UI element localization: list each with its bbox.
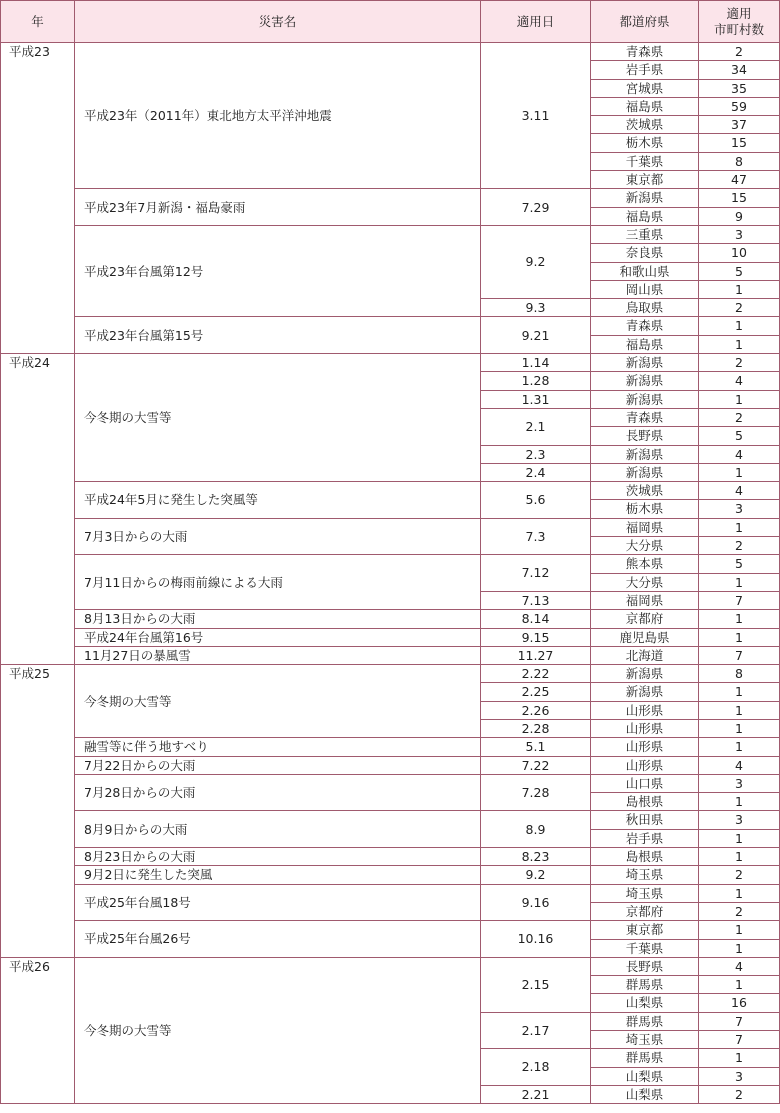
prefecture-cell: 青森県 xyxy=(591,408,699,426)
date-cell: 7.28 xyxy=(481,774,591,811)
prefecture-cell: 茨城県 xyxy=(591,482,699,500)
prefecture-cell: 千葉県 xyxy=(591,939,699,957)
prefecture-cell: 秋田県 xyxy=(591,811,699,829)
date-cell: 7.13 xyxy=(481,591,591,609)
municipality-count-cell: 2 xyxy=(699,866,780,884)
date-cell: 9.2 xyxy=(481,866,591,884)
municipality-count-cell: 1 xyxy=(699,1049,780,1067)
prefecture-cell: 群馬県 xyxy=(591,1012,699,1030)
disaster-name-cell: 今冬期の大雪等 xyxy=(75,354,481,482)
prefecture-cell: 山梨県 xyxy=(591,994,699,1012)
prefecture-cell: 福岡県 xyxy=(591,591,699,609)
prefecture-cell: 新潟県 xyxy=(591,445,699,463)
municipality-count-cell: 4 xyxy=(699,756,780,774)
prefecture-cell: 新潟県 xyxy=(591,665,699,683)
municipality-count-cell: 16 xyxy=(699,994,780,1012)
date-cell: 1.28 xyxy=(481,372,591,390)
prefecture-cell: 大分県 xyxy=(591,573,699,591)
municipality-count-cell: 2 xyxy=(699,902,780,920)
municipality-count-cell: 1 xyxy=(699,976,780,994)
prefecture-cell: 福岡県 xyxy=(591,518,699,536)
date-cell: 2.4 xyxy=(481,463,591,481)
prefecture-cell: 岩手県 xyxy=(591,829,699,847)
disaster-name-cell: 7月22日からの大雨 xyxy=(75,756,481,774)
municipality-count-cell: 1 xyxy=(699,683,780,701)
table-body xyxy=(1,43,780,1104)
date-cell: 5.6 xyxy=(481,482,591,519)
municipality-count-cell: 7 xyxy=(699,591,780,609)
date-cell: 2.28 xyxy=(481,719,591,737)
header-disaster-name: 災害名 xyxy=(75,1,481,43)
prefecture-cell: 島根県 xyxy=(591,848,699,866)
prefecture-cell: 島根県 xyxy=(591,793,699,811)
date-cell: 7.12 xyxy=(481,555,591,592)
prefecture-cell: 北海道 xyxy=(591,646,699,664)
municipality-count-cell: 35 xyxy=(699,79,780,97)
disaster-name-cell: 平成23年（2011年）東北地方太平洋沖地震 xyxy=(75,43,481,189)
disaster-name-cell: 9月2日に発生した突風 xyxy=(75,866,481,884)
date-cell: 2.1 xyxy=(481,408,591,445)
municipality-count-cell: 1 xyxy=(699,939,780,957)
date-cell: 3.11 xyxy=(481,43,591,189)
table-row xyxy=(1,665,780,683)
date-cell: 9.16 xyxy=(481,884,591,921)
prefecture-cell: 山梨県 xyxy=(591,1085,699,1103)
municipality-count-cell: 3 xyxy=(699,774,780,792)
municipality-count-cell: 1 xyxy=(699,793,780,811)
table-row xyxy=(1,43,780,61)
municipality-count-cell: 5 xyxy=(699,555,780,573)
municipality-count-cell: 1 xyxy=(699,738,780,756)
disaster-name-cell: 平成24年台風第16号 xyxy=(75,628,481,646)
date-cell: 8.9 xyxy=(481,811,591,848)
municipality-count-cell: 5 xyxy=(699,262,780,280)
prefecture-cell: 山梨県 xyxy=(591,1067,699,1085)
disaster-name-cell: 平成25年台風26号 xyxy=(75,921,481,958)
prefecture-cell: 埼玉県 xyxy=(591,866,699,884)
municipality-count-cell: 8 xyxy=(699,152,780,170)
table-row xyxy=(1,317,780,335)
prefecture-cell: 長野県 xyxy=(591,427,699,445)
disaster-name-cell: 8月23日からの大雨 xyxy=(75,848,481,866)
prefecture-cell: 千葉県 xyxy=(591,152,699,170)
year-cell: 平成24 xyxy=(1,354,75,665)
prefecture-cell: 鳥取県 xyxy=(591,299,699,317)
date-cell: 11.27 xyxy=(481,646,591,664)
municipality-count-cell: 2 xyxy=(699,537,780,555)
municipality-count-cell: 3 xyxy=(699,500,780,518)
prefecture-cell: 新潟県 xyxy=(591,354,699,372)
disaster-name-cell: 平成23年7月新潟・福島豪雨 xyxy=(75,189,481,226)
municipality-count-cell: 1 xyxy=(699,280,780,298)
date-cell: 2.15 xyxy=(481,957,591,1012)
municipality-count-cell: 1 xyxy=(699,335,780,353)
municipality-count-cell: 2 xyxy=(699,43,780,61)
prefecture-cell: 山形県 xyxy=(591,719,699,737)
date-cell: 2.25 xyxy=(481,683,591,701)
table-row xyxy=(1,225,780,243)
disaster-name-cell: 融雪等に伴う地すべり xyxy=(75,738,481,756)
date-cell: 7.22 xyxy=(481,756,591,774)
municipality-count-cell: 4 xyxy=(699,957,780,975)
prefecture-cell: 栃木県 xyxy=(591,500,699,518)
disaster-name-cell: 7月28日からの大雨 xyxy=(75,774,481,811)
table-row xyxy=(1,646,780,664)
date-cell: 7.3 xyxy=(481,518,591,555)
municipality-count-cell: 4 xyxy=(699,482,780,500)
prefecture-cell: 山形県 xyxy=(591,701,699,719)
municipality-count-cell: 7 xyxy=(699,646,780,664)
municipality-count-cell: 1 xyxy=(699,848,780,866)
municipality-count-cell: 5 xyxy=(699,427,780,445)
municipality-count-cell: 9 xyxy=(699,207,780,225)
prefecture-cell: 東京都 xyxy=(591,171,699,189)
municipality-count-cell: 15 xyxy=(699,189,780,207)
disaster-name-cell: 平成24年5月に発生した突風等 xyxy=(75,482,481,519)
date-cell: 2.3 xyxy=(481,445,591,463)
prefecture-cell: 大分県 xyxy=(591,537,699,555)
year-cell: 平成26 xyxy=(1,957,75,1103)
disaster-name-cell: 今冬期の大雪等 xyxy=(75,665,481,738)
year-cell: 平成23 xyxy=(1,43,75,354)
prefecture-cell: 京都府 xyxy=(591,610,699,628)
date-cell: 10.16 xyxy=(481,921,591,958)
prefecture-cell: 青森県 xyxy=(591,317,699,335)
municipality-count-cell: 1 xyxy=(699,317,780,335)
header-row xyxy=(1,1,780,43)
date-cell: 8.23 xyxy=(481,848,591,866)
prefecture-cell: 東京都 xyxy=(591,921,699,939)
prefecture-cell: 群馬県 xyxy=(591,1049,699,1067)
table-row xyxy=(1,189,780,207)
municipality-count-cell: 4 xyxy=(699,372,780,390)
date-cell: 2.18 xyxy=(481,1049,591,1086)
disaster-name-cell: 平成23年台風第12号 xyxy=(75,225,481,316)
table-row xyxy=(1,518,780,536)
municipality-count-cell: 1 xyxy=(699,390,780,408)
prefecture-cell: 埼玉県 xyxy=(591,1031,699,1049)
table-row xyxy=(1,811,780,829)
municipality-count-cell: 1 xyxy=(699,573,780,591)
table-row xyxy=(1,774,780,792)
municipality-count-cell: 3 xyxy=(699,1067,780,1085)
date-cell: 5.1 xyxy=(481,738,591,756)
prefecture-cell: 熊本県 xyxy=(591,555,699,573)
table-row xyxy=(1,738,780,756)
header-date: 適用日 xyxy=(481,1,591,43)
prefecture-cell: 宮城県 xyxy=(591,79,699,97)
prefecture-cell: 新潟県 xyxy=(591,390,699,408)
disaster-name-cell: 7月11日からの梅雨前線による大雨 xyxy=(75,555,481,610)
table-row xyxy=(1,610,780,628)
date-cell: 2.26 xyxy=(481,701,591,719)
prefecture-cell: 新潟県 xyxy=(591,463,699,481)
municipality-count-cell: 2 xyxy=(699,354,780,372)
table-row xyxy=(1,884,780,902)
prefecture-cell: 福島県 xyxy=(591,207,699,225)
municipality-count-cell: 3 xyxy=(699,811,780,829)
municipality-count-cell: 4 xyxy=(699,445,780,463)
municipality-count-cell: 1 xyxy=(699,463,780,481)
date-cell: 9.3 xyxy=(481,299,591,317)
prefecture-cell: 山形県 xyxy=(591,738,699,756)
header-year: 年 xyxy=(1,1,75,43)
municipality-count-cell: 47 xyxy=(699,171,780,189)
prefecture-cell: 青森県 xyxy=(591,43,699,61)
date-cell: 9.2 xyxy=(481,225,591,298)
table-row xyxy=(1,482,780,500)
date-cell: 1.31 xyxy=(481,390,591,408)
table-row xyxy=(1,555,780,573)
table-row xyxy=(1,921,780,939)
table-row xyxy=(1,756,780,774)
prefecture-cell: 鹿児島県 xyxy=(591,628,699,646)
table-row xyxy=(1,957,780,975)
disaster-name-cell: 11月27日の暴風雪 xyxy=(75,646,481,664)
prefecture-cell: 奈良県 xyxy=(591,244,699,262)
municipality-count-cell: 1 xyxy=(699,628,780,646)
municipality-count-cell: 59 xyxy=(699,97,780,115)
year-cell: 平成25 xyxy=(1,665,75,958)
date-cell: 9.15 xyxy=(481,628,591,646)
disaster-name-cell: 今冬期の大雪等 xyxy=(75,957,481,1103)
municipality-count-cell: 1 xyxy=(699,610,780,628)
prefecture-cell: 山形県 xyxy=(591,756,699,774)
date-cell: 2.21 xyxy=(481,1085,591,1103)
municipality-count-cell: 1 xyxy=(699,518,780,536)
prefecture-cell: 新潟県 xyxy=(591,189,699,207)
prefecture-cell: 群馬県 xyxy=(591,976,699,994)
prefecture-cell: 岩手県 xyxy=(591,61,699,79)
prefecture-cell: 福島県 xyxy=(591,335,699,353)
disaster-name-cell: 平成25年台風18号 xyxy=(75,884,481,921)
disaster-name-cell: 8月9日からの大雨 xyxy=(75,811,481,848)
table-row xyxy=(1,866,780,884)
table-row xyxy=(1,628,780,646)
prefecture-cell: 岡山県 xyxy=(591,280,699,298)
header-municipality-count xyxy=(699,1,780,43)
date-cell: 1.14 xyxy=(481,354,591,372)
prefecture-cell: 新潟県 xyxy=(591,372,699,390)
date-cell: 9.21 xyxy=(481,317,591,354)
prefecture-cell: 栃木県 xyxy=(591,134,699,152)
municipality-count-cell: 1 xyxy=(699,719,780,737)
municipality-count-cell: 2 xyxy=(699,408,780,426)
municipality-count-cell: 37 xyxy=(699,116,780,134)
prefecture-cell: 埼玉県 xyxy=(591,884,699,902)
municipality-count-cell: 7 xyxy=(699,1031,780,1049)
prefecture-cell: 長野県 xyxy=(591,957,699,975)
date-cell: 2.22 xyxy=(481,665,591,683)
prefecture-cell: 福島県 xyxy=(591,97,699,115)
prefecture-cell: 茨城県 xyxy=(591,116,699,134)
disaster-name-cell: 7月3日からの大雨 xyxy=(75,518,481,555)
disaster-name-cell: 8月13日からの大雨 xyxy=(75,610,481,628)
table-row xyxy=(1,848,780,866)
table-row xyxy=(1,354,780,372)
municipality-count-cell: 2 xyxy=(699,1085,780,1103)
municipality-count-cell: 7 xyxy=(699,1012,780,1030)
municipality-count-cell: 8 xyxy=(699,665,780,683)
municipality-count-cell: 1 xyxy=(699,884,780,902)
municipality-count-cell: 3 xyxy=(699,225,780,243)
disaster-name-cell: 平成23年台風第15号 xyxy=(75,317,481,354)
header-prefecture: 都道府県 xyxy=(591,1,699,43)
municipality-count-cell: 1 xyxy=(699,701,780,719)
prefecture-cell: 山口県 xyxy=(591,774,699,792)
prefecture-cell: 京都府 xyxy=(591,902,699,920)
header-municipality-count-label: 適用 市町村数 xyxy=(713,5,764,37)
municipality-count-cell: 1 xyxy=(699,829,780,847)
municipality-count-cell: 10 xyxy=(699,244,780,262)
prefecture-cell: 和歌山県 xyxy=(591,262,699,280)
municipality-count-cell: 2 xyxy=(699,299,780,317)
municipality-count-cell: 34 xyxy=(699,61,780,79)
date-cell: 8.14 xyxy=(481,610,591,628)
date-cell: 2.17 xyxy=(481,1012,591,1049)
prefecture-cell: 新潟県 xyxy=(591,683,699,701)
municipality-count-cell: 15 xyxy=(699,134,780,152)
prefecture-cell: 三重県 xyxy=(591,225,699,243)
municipality-count-cell: 1 xyxy=(699,921,780,939)
date-cell: 7.29 xyxy=(481,189,591,226)
